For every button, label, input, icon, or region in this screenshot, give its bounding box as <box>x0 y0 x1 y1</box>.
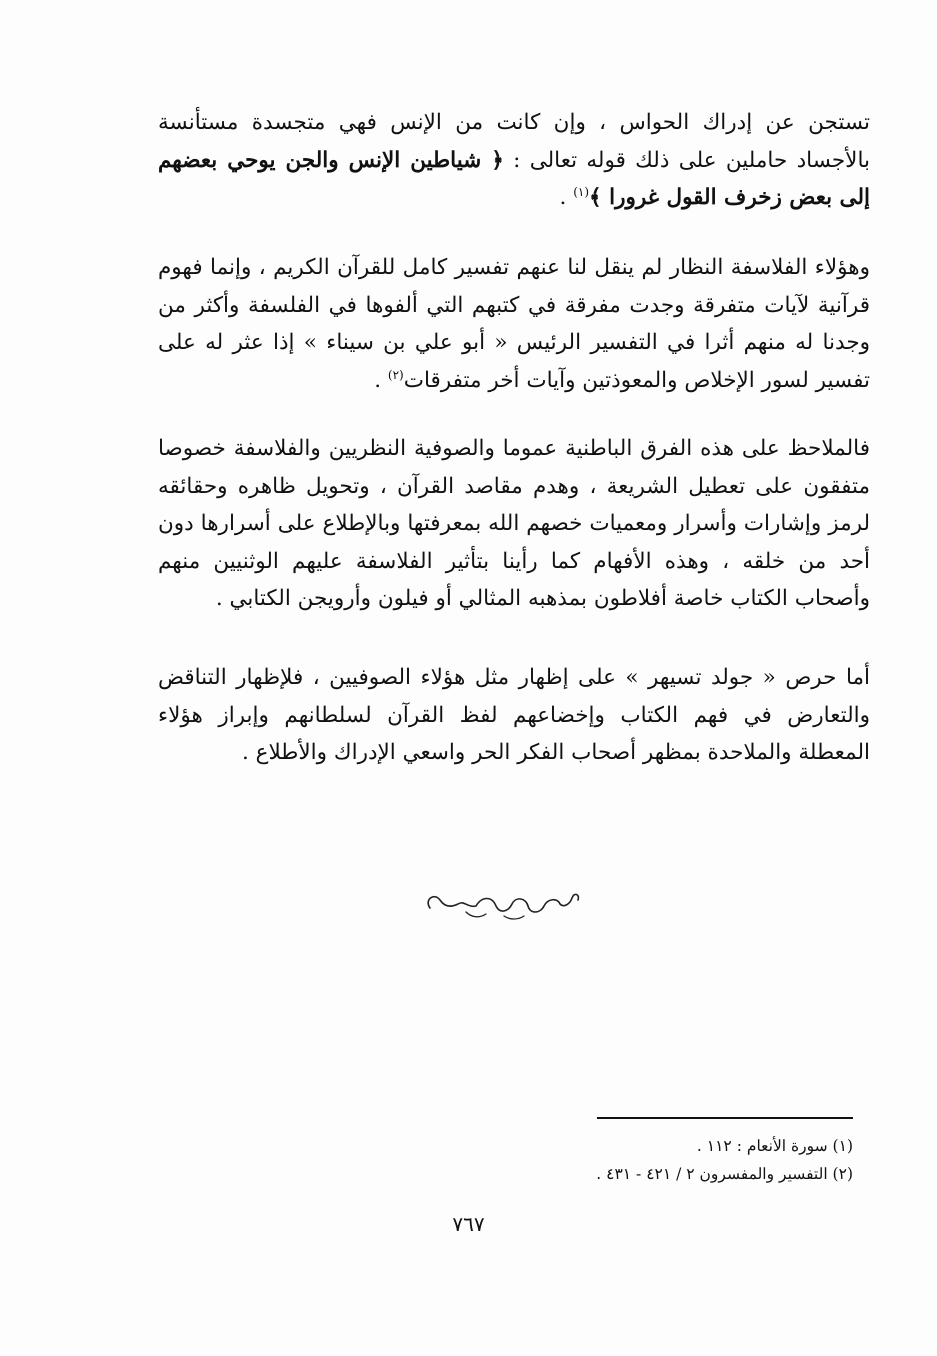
footnotes-list <box>433 1132 853 1188</box>
paragraph-1-text-b: . <box>559 185 574 210</box>
page-number: ٧٦٧ <box>452 1212 485 1236</box>
calligraphic-flourish-icon <box>420 878 585 926</box>
paragraph-3: فالملاحظ على هذه الفرق الباطنية عموما والصوفية النظريين والفلاسفة خصوصا متفقون على تعطيل الشريعة ، وهدم مقاصد القرآن ، وتحويل ظاهره وحقائقه لرمز وإشارات وأسرار ومعميات خصهم الله بمعرفتها وبالإطلاع على أسرارها دون أحد من خلقه ، وهذه الأفهام كما رأينا بتأثير الفلاسفة عليهم الوثنيين منهم وأصحاب الكتاب خاصة أفلاطون بمذهبه المثالي أو فيلون وأرويجن الكتابي . <box>158 436 870 611</box>
paragraph-2-text-b: . <box>374 367 388 393</box>
footnote-divider <box>597 1117 853 1119</box>
footnote-1: (١) سورة الأنعام : ١١٢ . <box>696 1137 853 1155</box>
paragraph-2-text-a: وهؤلاء الفلاسفة النظار لم ينقل لنا عنهم تفسير كامل للقرآن الكريم ، وإنما فهوم قرآنية لآيات متفرقة وجدت مفرقة في كتبهم التي ألفوها في الفلسفة وأكثر من وجدنا له منهم أثرا في التفسير الرئيس « أبو علي بن سيناء » إذا عثر له على تفسير لسور الإخلاص والمعوذتين وآيات أخر متفرقات <box>158 255 870 393</box>
paragraph-1-text-a: تستجن عن إدراك الحواس ، وإن كانت من الإنس فهي متجسدة مستأنسة بالأجساد حاملين على ذلك قوله تعالى : <box>158 110 870 173</box>
footnote-2: (٢) التفسير والمفسرون ٢ / ٤٢١ - ٤٣١ . <box>596 1165 853 1183</box>
paragraph-1 <box>158 104 870 217</box>
paragraph-4: أما حرص « جولد تسيهر » على إظهار مثل هؤلاء الصوفيين ، فلإظهار التناقض والتعارض في فهم الكتاب وإخضاعهم لفظ القرآن لسلطانهم وإبراز هؤلاء المعطلة والملاحدة بمظهر أصحاب الفكر الحر واسعي الإدراك والأطلاع . <box>158 665 870 765</box>
footnote-ref-2[interactable]: (٢) <box>387 367 404 382</box>
paragraph-2 <box>158 249 870 399</box>
quran-verse: ﴿ شياطين الإنس والجن يوحي بعضهم إلى بعض زخرف القول غرورا ﴾ <box>158 147 870 210</box>
footnote-ref-1[interactable]: (١) <box>573 184 590 199</box>
